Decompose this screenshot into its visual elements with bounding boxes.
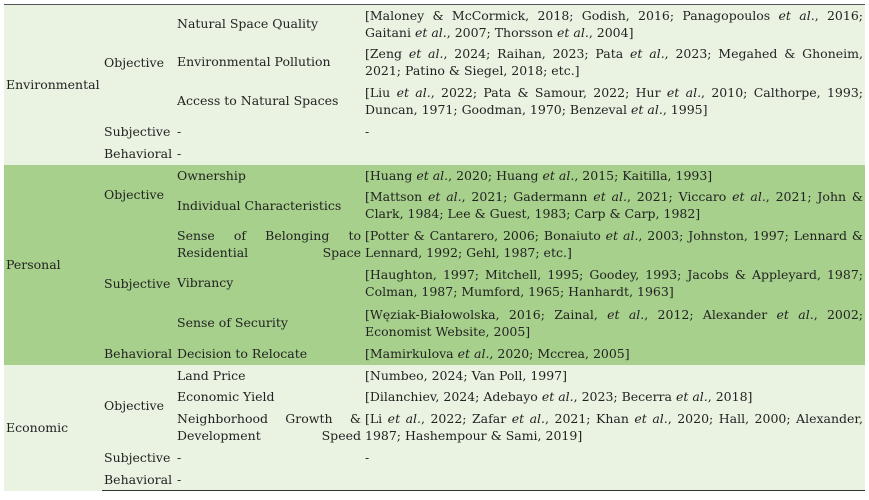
table-row (4, 165, 865, 186)
dimension-cell: Objective (102, 5, 175, 121)
factor-cell: - (175, 469, 363, 491)
factor-cell: Natural Space Quality (175, 5, 363, 43)
references-cell: [Huang et al., 2020; Huang et al., 2015; Kaitilla, 1993] (363, 165, 865, 186)
references-cell: [Węziak-Białowolska, 2016; Zainal, et al., 2012; Alexander et al., 2002; Economist Website, 2005] (363, 303, 865, 343)
table-row (4, 469, 865, 491)
category-cell: Environmental (4, 5, 102, 165)
table-row (4, 343, 865, 365)
references-cell (363, 143, 865, 165)
table-row (4, 143, 865, 165)
dimension-cell: Subjective (102, 225, 175, 343)
factor-cell: Individual Characteristics (175, 186, 363, 225)
references-cell: [Mamirkulova et al., 2020; Mccrea, 2005] (363, 343, 865, 365)
factor-cell: Ownership (175, 165, 363, 186)
factor-cell: - (175, 143, 363, 165)
dimension-cell: Behavioral (102, 143, 175, 165)
factors-table (4, 4, 865, 491)
dimension-cell: Objective (102, 365, 175, 447)
factor-cell: Access to Natural Spaces (175, 81, 363, 121)
factor-cell: - (175, 121, 363, 143)
dimension-cell: Behavioral (102, 469, 175, 491)
table-row (4, 365, 865, 387)
references-cell: [Li et al., 2022; Zafar et al., 2021; Khan et al., 2020; Hall, 2000; Alexander, 1987; Hashempour & Sami, 2019] (363, 407, 865, 447)
table-row (4, 225, 865, 263)
factor-cell: Environmental Pollution (175, 43, 363, 81)
factor-cell: Land Price (175, 365, 363, 387)
factor-cell: Decision to Relocate (175, 343, 363, 365)
references-cell: [Liu et al., 2022; Pata & Samour, 2022; Hur et al., 2010; Calthorpe, 1993; Duncan, 1971; Goodman, 1970; Benzeval et al., 1995] (363, 81, 865, 121)
references-cell: [Potter & Cantarero, 2006; Bonaiuto et al., 2003; Johnston, 1997; Lennard & Lennard, 1992; Gehl, 1987; etc.] (363, 225, 865, 263)
factor-cell: Vibrancy (175, 263, 363, 303)
references-cell (363, 469, 865, 491)
factor-cell: Sense of Belonging to Residential Space (175, 225, 363, 263)
dimension-cell: Subjective (102, 447, 175, 469)
table-row (4, 447, 865, 469)
references-cell: [Mattson et al., 2021; Gadermann et al., 2021; Viccaro et al., 2021; John & Clark, 1984; Lee & Guest, 1983; Carp & Carp, 1982] (363, 186, 865, 225)
references-cell: [Numbeo, 2024; Van Poll, 1997] (363, 365, 865, 387)
references-cell: [Zeng et al., 2024; Raihan, 2023; Pata et al., 2023; Megahed & Ghoneim, 2021; Patino & Siegel, 2018; etc.] (363, 43, 865, 81)
factor-cell: Sense of Security (175, 303, 363, 343)
references-cell: [Maloney & McCormick, 2018; Godish, 2016; Panagopoulos et al., 2016; Gaitani et al., 2007; Thorsson et al., 2004] (363, 5, 865, 43)
category-cell: Personal (4, 165, 102, 365)
category-cell: Economic (4, 365, 102, 491)
factor-cell: Neighborhood Growth & Development Speed (175, 407, 363, 447)
references-cell: [Dilanchiev, 2024; Adebayo et al., 2023; Becerra et al., 2018] (363, 387, 865, 407)
dimension-cell: Behavioral (102, 343, 175, 365)
factor-cell: - (175, 447, 363, 469)
table-row (4, 5, 865, 43)
factor-cell: Economic Yield (175, 387, 363, 407)
dimension-cell: Subjective (102, 121, 175, 143)
references-cell: [Haughton, 1997; Mitchell, 1995; Goodey, 1993; Jacobs & Appleyard, 1987; Colman, 1987; Mumford, 1965; Hanhardt, 1963] (363, 263, 865, 303)
references-cell: - (363, 447, 865, 469)
table-row (4, 121, 865, 143)
dimension-cell: Objective (102, 165, 175, 225)
references-cell: - (363, 121, 865, 143)
